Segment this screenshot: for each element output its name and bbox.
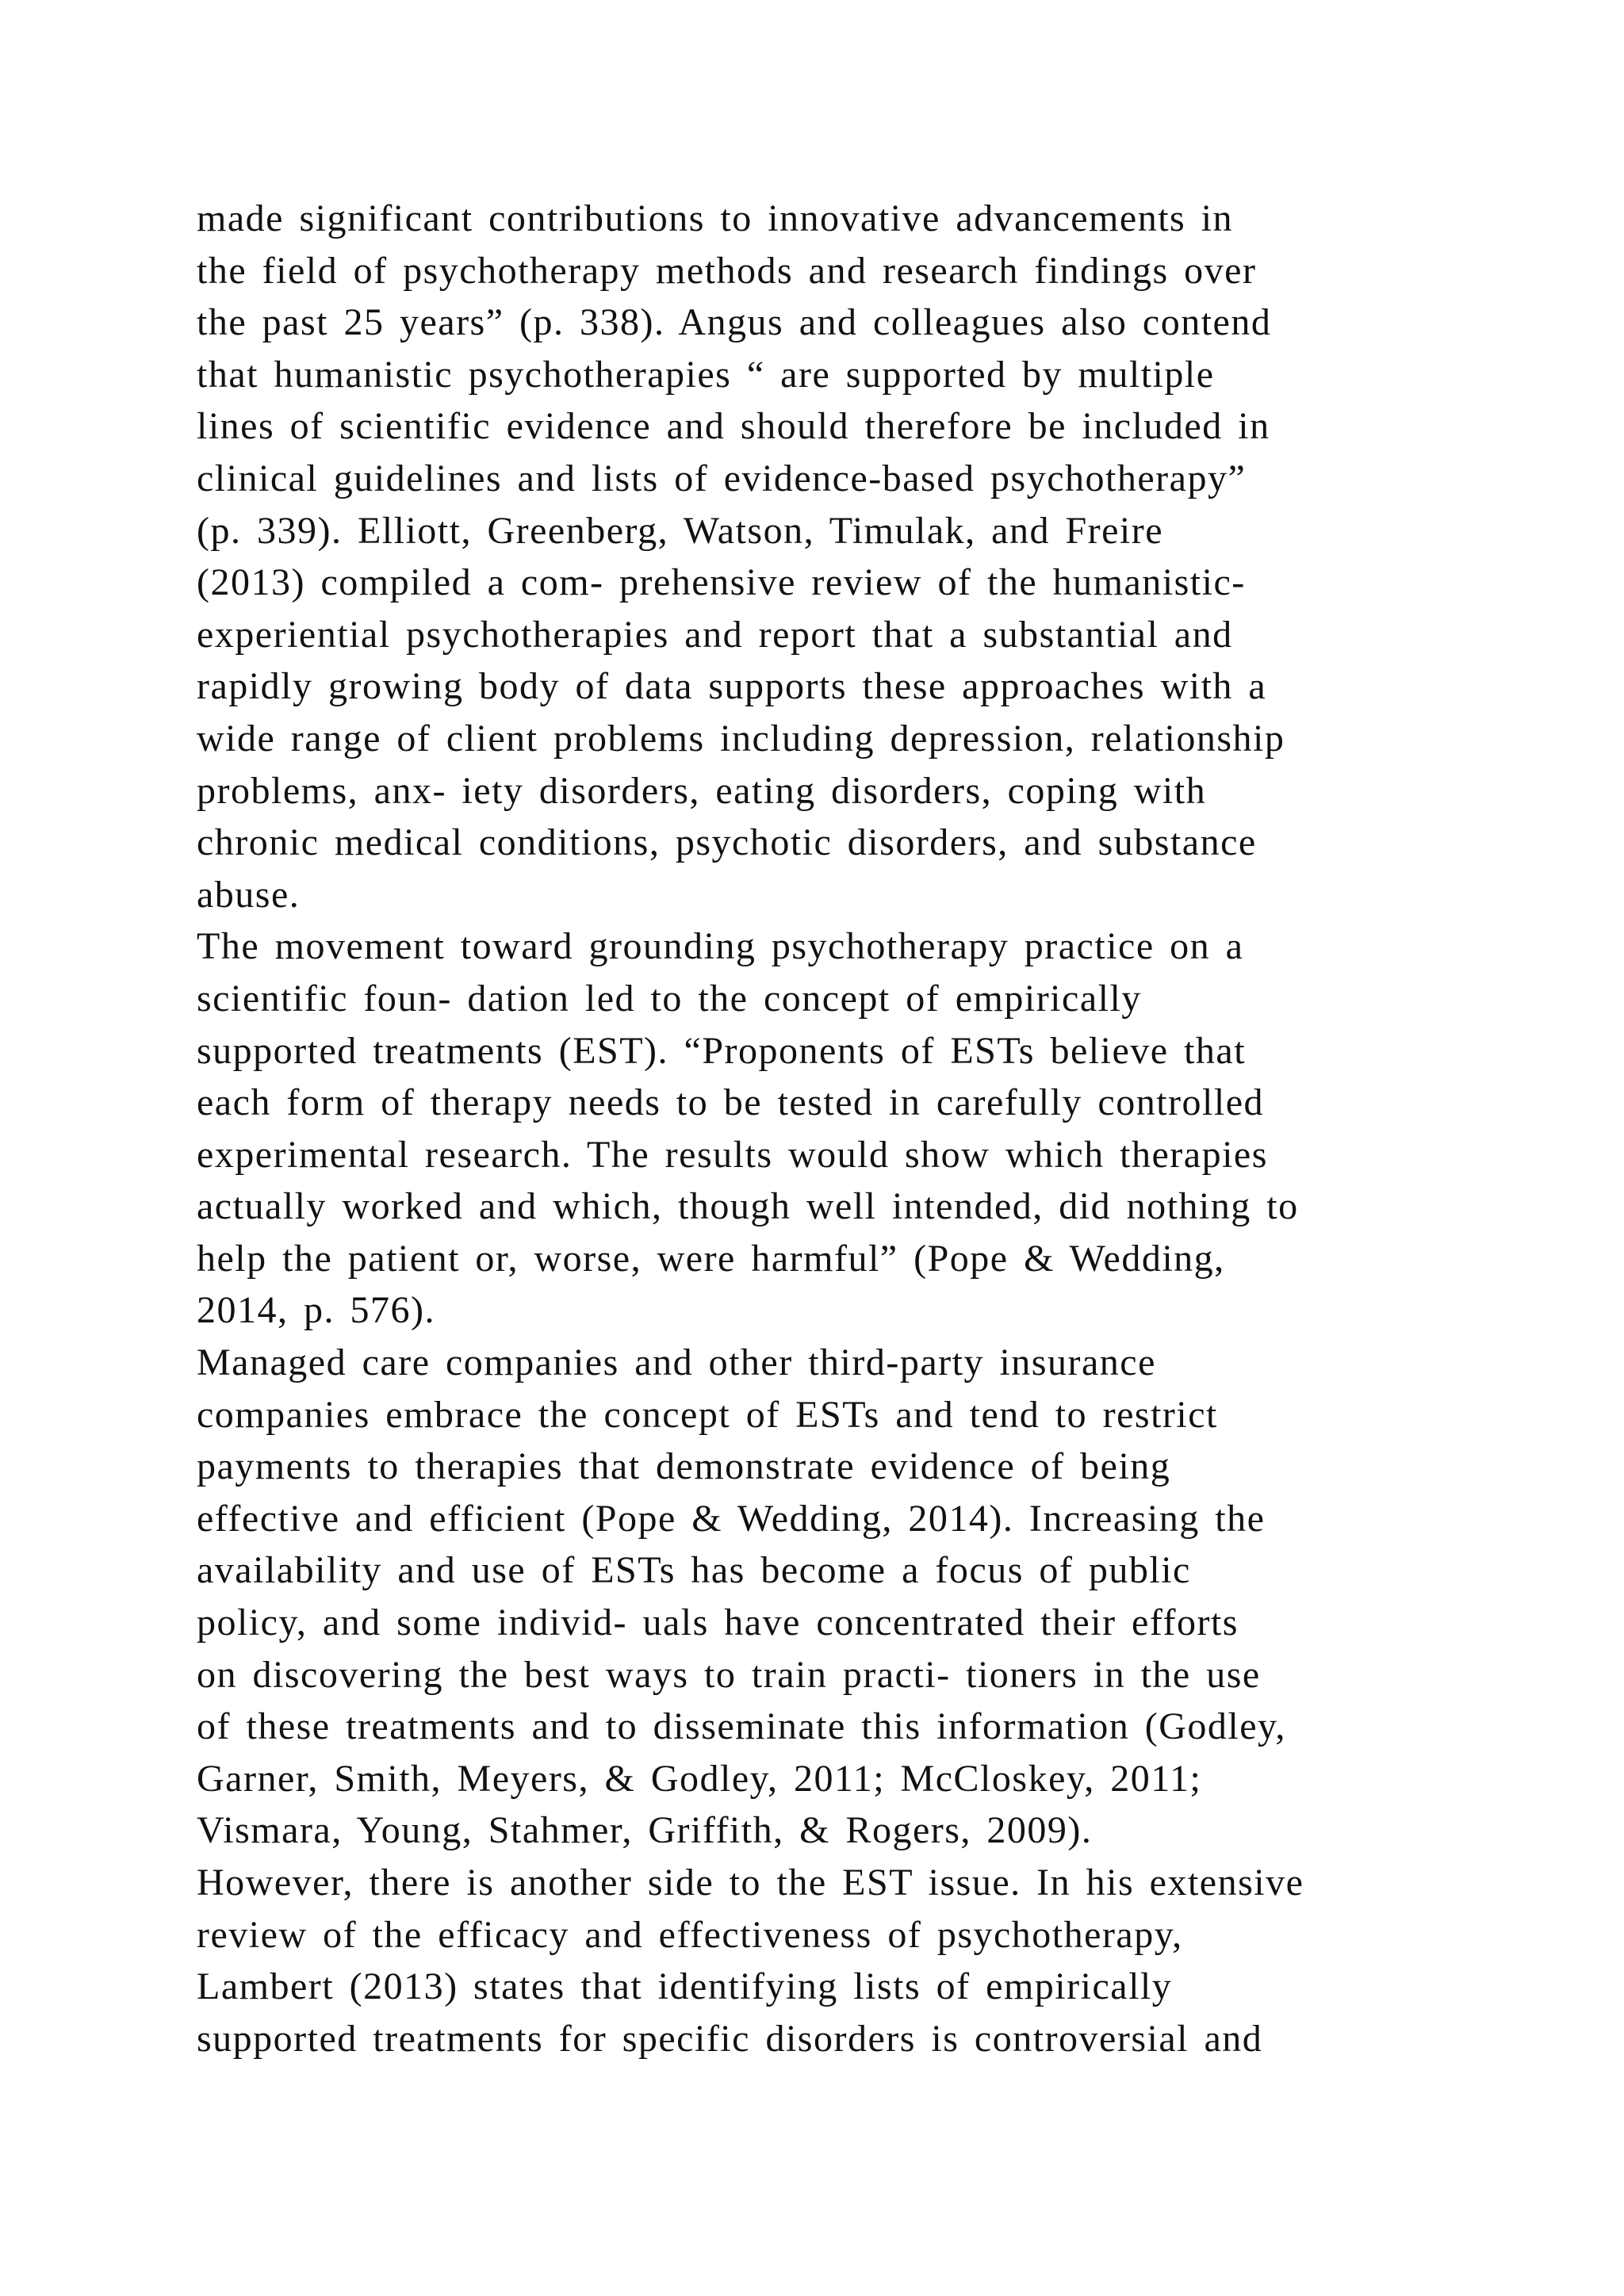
text-line: experiential psychotherapies and report that a substantial and [197,613,1233,656]
text-line: supported treatments (EST). “Proponents of ESTs believe that [197,1029,1247,1072]
body-text [197,193,1465,2064]
text-line: actually worked and which, though well intended, did nothing to [197,1185,1299,1228]
text-line: each form of therapy needs to be tested in carefully controlled [197,1081,1265,1124]
text-line: the field of psychotherapy methods and research findings over [197,249,1257,292]
text-line: experimental research. The results would show which therapies [197,1133,1268,1176]
text-line: 2014, p. 576). [197,1289,435,1332]
text-line: that humanistic psychotherapies “ are supported by multiple [197,353,1215,396]
text-line: on discovering the best ways to train practi- tioners in the use [197,1653,1261,1696]
text-line: lines of scientific evidence and should therefore be included in [197,405,1270,448]
text-line: effective and efficient (Pope & Wedding, 2014). Increasing the [197,1497,1266,1540]
text-line: companies embrace the concept of ESTs and tend to restrict [197,1393,1218,1436]
text-line: supported treatments for specific disorders is controversial and [197,2017,1263,2060]
text-line: made significant contributions to innovative advancements in [197,197,1234,239]
text-line: The movement toward grounding psychotherapy practice on a [197,925,1244,968]
text-line: help the patient or, worse, were harmful” (Pope & Wedding, [197,1237,1225,1280]
text-line: However, there is another side to the EST issue. In his extensive [197,1862,1304,1904]
text-line: wide range of client problems including depression, relationship [197,717,1285,760]
text-line: abuse. [197,873,301,916]
text-line: availability and use of ESTs has become a focus of public [197,1549,1191,1592]
text-line: Garner, Smith, Meyers, & Godley, 2011; McCloskey, 2011; [197,1757,1202,1800]
text-line: (p. 339). Elliott, Greenberg, Watson, Timulak, and Freire [197,509,1164,552]
text-line: Managed care companies and other third-party insurance [197,1341,1156,1384]
text-line: the past 25 years” (p. 338). Angus and colleagues also contend [197,301,1272,344]
text-line: Vismara, Young, Stahmer, Griffith, & Rogers, 2009). [197,1809,1093,1852]
text-line: rapidly growing body of data supports these approaches with a [197,665,1267,708]
text-line: of these treatments and to disseminate this information (Godley, [197,1705,1286,1748]
text-line: (2013) compiled a com- prehensive review of the humanistic- [197,561,1246,604]
text-line: payments to therapies that demonstrate evidence of being [197,1445,1171,1488]
text-line: problems, anx- iety disorders, eating disorders, coping with [197,769,1207,812]
text-line: scientific foun- dation led to the concept of empirically [197,977,1142,1020]
text-line: policy, and some individ- uals have concentrated their efforts [197,1601,1239,1644]
text-line: review of the efficacy and effectiveness of psychotherapy, [197,1913,1183,1956]
text-line: clinical guidelines and lists of evidence-based psychotherapy” [197,457,1247,499]
text-line: Lambert (2013) states that identifying lists of empirically [197,1965,1173,2008]
text-line: chronic medical conditions, psychotic disorders, and substance [197,821,1257,864]
